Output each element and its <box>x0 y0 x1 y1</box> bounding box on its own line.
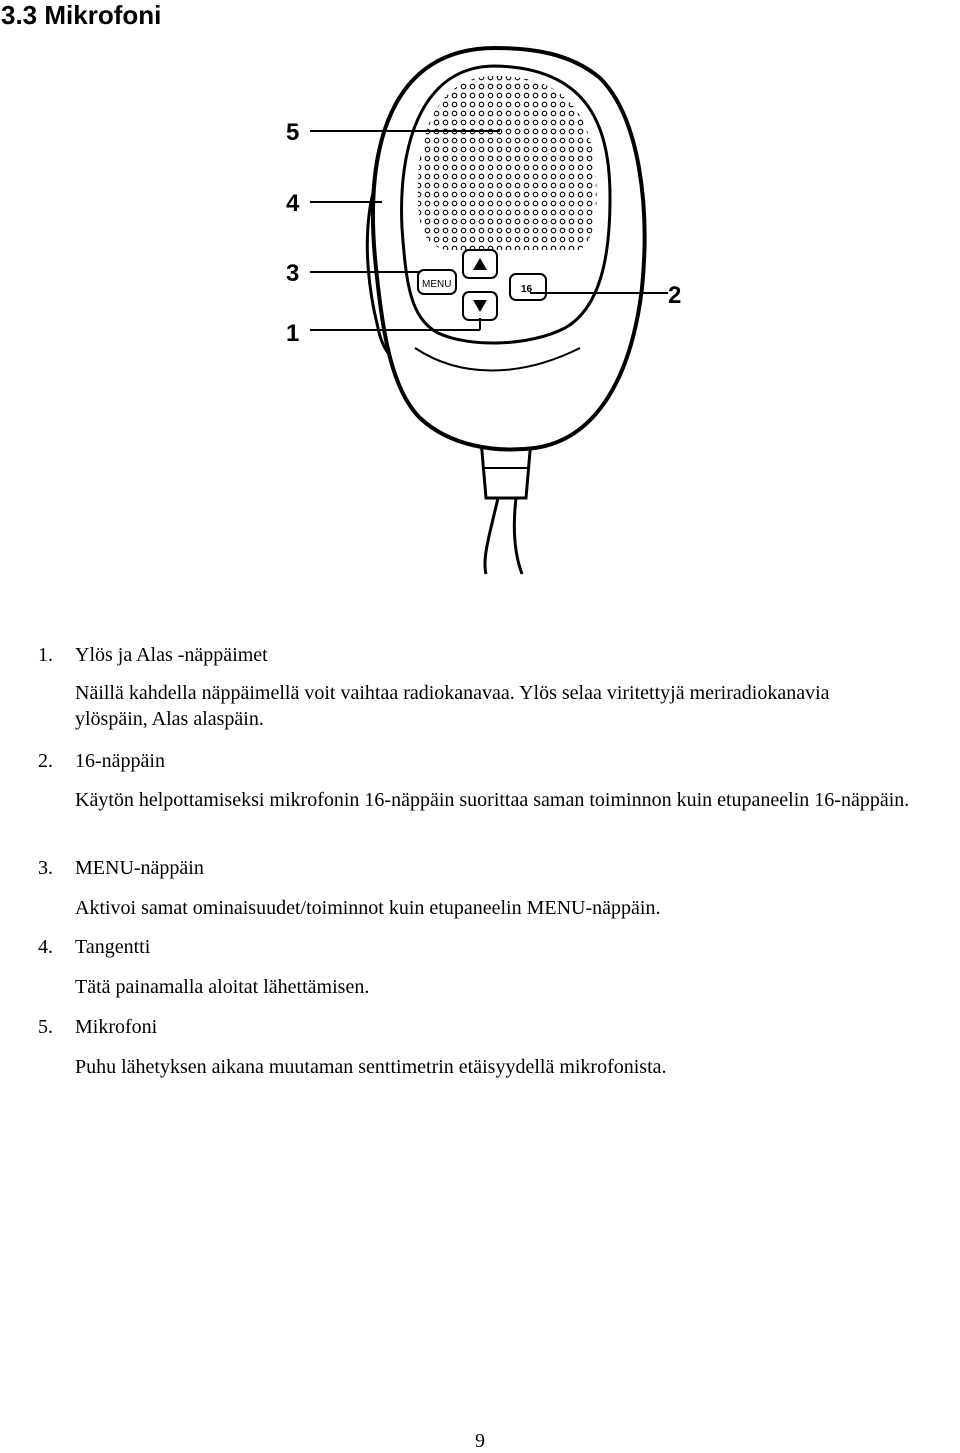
item-title: MENU-näppäin <box>75 857 204 879</box>
callout-3: 3 <box>286 260 300 287</box>
item-title: Ylös ja Alas -näppäimet <box>75 644 268 666</box>
item-number: 4. <box>38 936 53 958</box>
ch16-button-label: 16 <box>521 284 533 295</box>
item-title: 16-näppäin <box>75 750 165 772</box>
item-number: 3. <box>38 857 53 879</box>
callout-4: 4 <box>286 190 300 217</box>
callout-1: 1 <box>286 320 300 347</box>
item-title: Tangentti <box>75 936 151 958</box>
microphone-figure <box>270 28 710 588</box>
item-description: Tätä painamalla aloitat lähettämisen. <box>75 976 370 998</box>
item-description: Käytön helpottamiseksi mikrofonin 16-näppäin suorittaa saman toiminnon kuin etupaneelin 16-näppäin. <box>75 789 910 811</box>
item-description: Aktivoi samat ominaisuudet/toiminnot kuin etupaneelin MENU-näppäin. <box>75 897 661 919</box>
item-number: 5. <box>38 1016 53 1038</box>
item-description: Näillä kahdella näppäimellä voit vaihtaa radiokanavaa. Ylös selaa viritettyjä meriradiokanavia ylöspäin, Alas alaspäin. <box>75 682 830 730</box>
callout-2: 2 <box>668 282 682 309</box>
menu-button-label: MENU <box>422 279 452 290</box>
callout-5: 5 <box>286 119 300 146</box>
page-number: 9 <box>475 1430 485 1452</box>
page-heading: 3.3 Mikrofoni <box>1 0 162 30</box>
item-number: 1. <box>38 644 53 666</box>
item-number: 2. <box>38 750 53 772</box>
item-description: Puhu lähetyksen aikana muutaman senttimetrin etäisyydellä mikrofonista. <box>75 1056 667 1078</box>
item-title: Mikrofoni <box>75 1016 158 1038</box>
